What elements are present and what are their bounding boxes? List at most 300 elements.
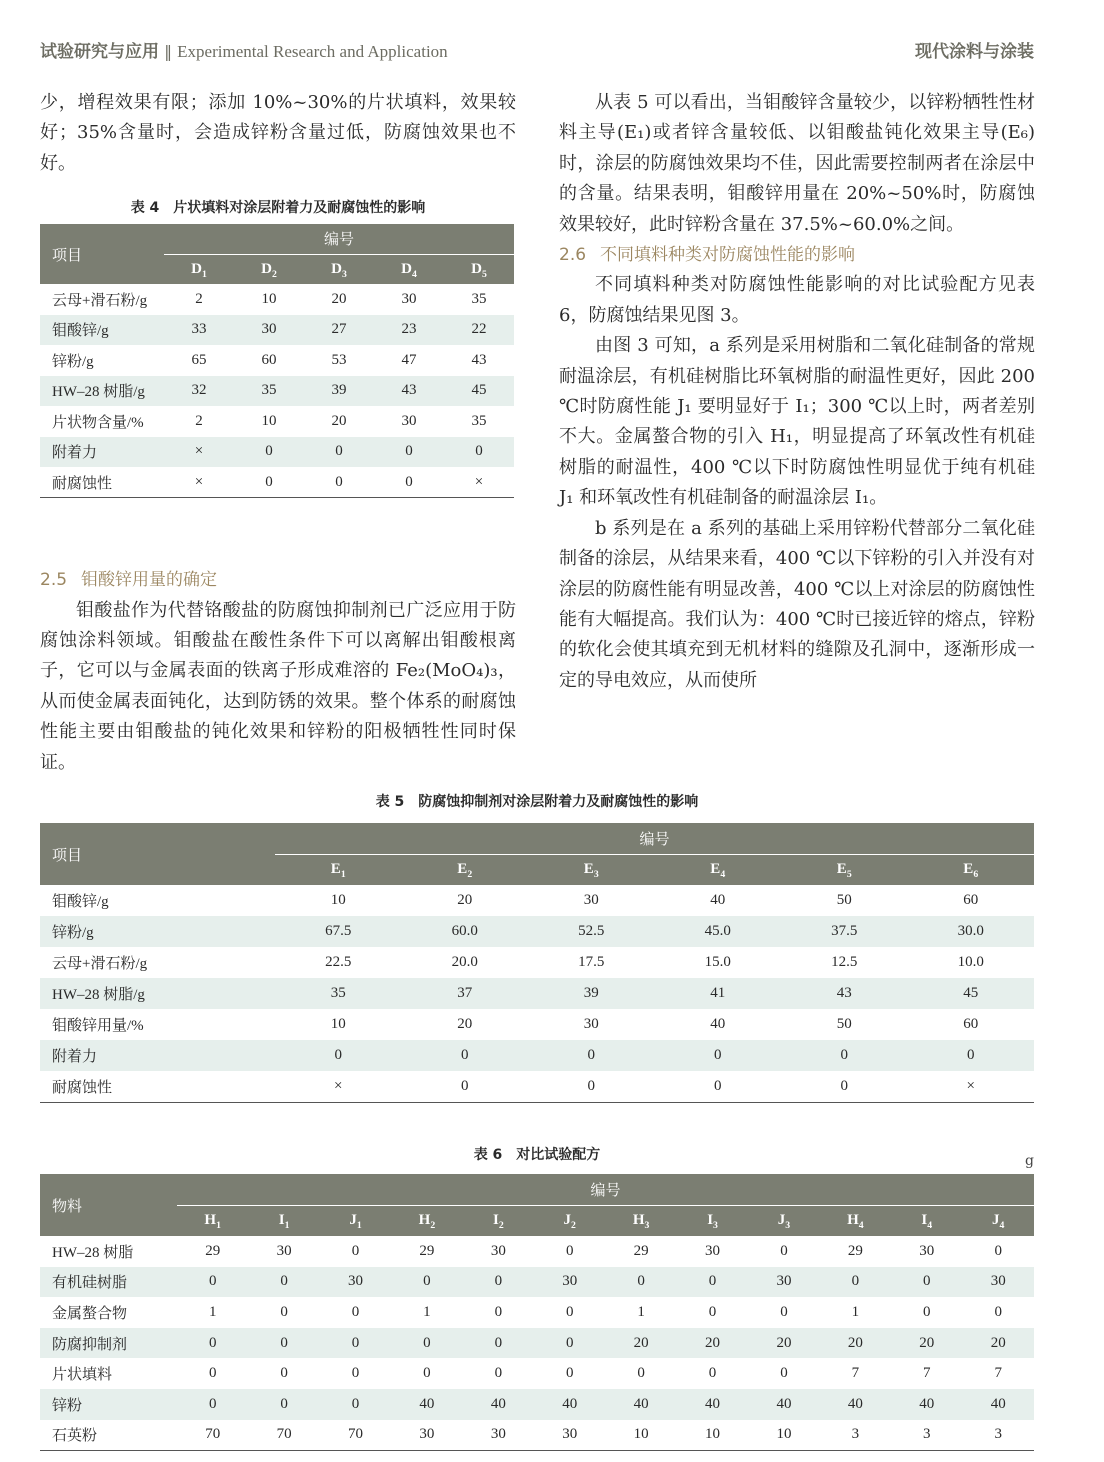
table-cell: 0 bbox=[908, 1040, 1035, 1071]
column-subscript: 1 bbox=[216, 1220, 221, 1232]
table-cell: 40 bbox=[962, 1389, 1034, 1420]
table-cell: 0 bbox=[708, 1365, 717, 1382]
table-cell: 0 bbox=[234, 437, 304, 468]
table6-column-header bbox=[463, 1205, 534, 1236]
table-cell: 52.5 bbox=[528, 916, 655, 947]
column-subscript: 5 bbox=[846, 869, 852, 881]
table-cell: 0 bbox=[275, 1040, 402, 1071]
table-cell: × bbox=[908, 1071, 1035, 1102]
column-code: I bbox=[278, 1212, 285, 1229]
table-cell: 30 bbox=[490, 1242, 506, 1259]
table-cell: 0 bbox=[780, 1303, 788, 1320]
header-separator: ‖ bbox=[159, 42, 178, 61]
table5-column-header bbox=[528, 854, 655, 885]
table-cell: 0 bbox=[923, 1303, 931, 1320]
table5-column-header bbox=[781, 854, 908, 885]
column-code: D bbox=[191, 260, 202, 277]
table4 bbox=[40, 224, 514, 498]
table-cell: 20 bbox=[331, 290, 347, 307]
table-cell: 0 bbox=[463, 1267, 534, 1298]
table-cell: 0 bbox=[655, 1040, 782, 1071]
table-cell: 30 bbox=[401, 290, 417, 307]
table5-column-header bbox=[275, 854, 402, 885]
table-cell: 0 bbox=[637, 1365, 645, 1382]
header-section: 试验研究与应用 bbox=[40, 42, 159, 62]
table-cell: 29 bbox=[205, 1242, 221, 1259]
table6-column-header bbox=[605, 1205, 676, 1236]
table-cell: 23 bbox=[374, 315, 444, 346]
table-cell: 0 bbox=[565, 1303, 574, 1320]
table-cell: 0 bbox=[994, 1242, 1002, 1259]
table-row bbox=[40, 437, 514, 468]
table-cell: 10 bbox=[330, 892, 346, 908]
table-cell: 0 bbox=[402, 1040, 529, 1071]
table-cell: 0 bbox=[565, 1242, 574, 1259]
table-cell: 10 bbox=[261, 412, 277, 429]
running-header-left bbox=[40, 37, 448, 62]
column-subscript: 3 bbox=[644, 1220, 650, 1232]
table-cell: 30 bbox=[748, 1267, 819, 1298]
table-cell: 0 bbox=[248, 1267, 319, 1298]
table-cell: 43 bbox=[471, 351, 487, 368]
section-number: 2.5 bbox=[40, 570, 68, 591]
table-row bbox=[40, 1420, 1034, 1451]
row-label: 锌粉 bbox=[40, 1389, 177, 1420]
table-cell: × bbox=[444, 467, 514, 498]
table6-unit: g bbox=[1025, 1153, 1034, 1169]
table-row bbox=[40, 1009, 1034, 1040]
table4-column-header bbox=[234, 254, 304, 284]
table-cell: 20 bbox=[457, 892, 473, 908]
table6-column-header bbox=[891, 1205, 962, 1236]
table-cell: 0 bbox=[534, 1328, 605, 1359]
table-cell: 0 bbox=[565, 1365, 574, 1382]
table-cell: 47 bbox=[401, 351, 417, 368]
table-cell: 70 bbox=[248, 1420, 319, 1451]
table-cell: 0 bbox=[780, 1365, 788, 1382]
table-cell: 30 bbox=[705, 1242, 721, 1259]
table4-column-header bbox=[304, 254, 374, 284]
table-cell: 0 bbox=[781, 1040, 908, 1071]
table4-caption: 表 4 片状填料对涂层附着力及耐腐蚀性的影响 bbox=[130, 200, 426, 216]
table-cell: 43 bbox=[374, 376, 444, 407]
table-cell: × bbox=[275, 1071, 402, 1102]
table6-column-header bbox=[534, 1205, 605, 1236]
table-cell: 17.5 bbox=[578, 954, 605, 970]
table-cell: 0 bbox=[391, 1267, 462, 1298]
table-cell: 40 bbox=[605, 1389, 676, 1420]
table-cell: 30 bbox=[962, 1267, 1034, 1298]
table-cell: 0 bbox=[248, 1389, 319, 1420]
table-cell: 32 bbox=[164, 376, 234, 407]
table-cell: 0 bbox=[374, 437, 444, 468]
table5-column-header bbox=[655, 854, 782, 885]
table-cell: 1 bbox=[637, 1303, 645, 1320]
table-cell: 40 bbox=[891, 1389, 962, 1420]
table-cell: 0 bbox=[280, 1365, 288, 1382]
table4-column-header bbox=[444, 254, 514, 284]
table-cell: 20 bbox=[891, 1328, 962, 1359]
table-row bbox=[40, 1389, 1034, 1420]
row-label: 云母+滑石粉/g bbox=[52, 292, 148, 309]
table-cell: 7 bbox=[851, 1365, 860, 1382]
column-code: H bbox=[204, 1212, 217, 1229]
table-cell: 60 bbox=[261, 351, 277, 368]
table-cell: 10 bbox=[330, 1016, 346, 1032]
table-cell: 10 bbox=[677, 1420, 748, 1451]
column-subscript: 1 bbox=[201, 268, 207, 280]
table-cell: 7 bbox=[923, 1365, 931, 1382]
column-subscript: 2 bbox=[467, 869, 473, 881]
table5-caption: 表 5 防腐蚀抑制剂对涂层附着力及耐腐蚀性的影响 bbox=[375, 794, 699, 810]
right-paragraph-1: 从表 5 可以看出，当钼酸锌含量较少，以锌粉牺牲性材料主导(E₁)或者锌含量较低、以钼酸盐钝化效果主导(E₆)时，涂层的防腐蚀效果均不佳，因此需要控制两者在涂层中的含量。结果表明，钼酸锌用量在 20%~50%时，防腐蚀效果较好，此时锌粉含量在 37.5%~60.0%之间。 bbox=[559, 92, 1035, 235]
table4-column-header bbox=[164, 254, 234, 284]
table-cell: 0 bbox=[423, 1365, 431, 1382]
row-label: 耐腐蚀性 bbox=[40, 467, 164, 498]
table-cell: 29 bbox=[847, 1242, 863, 1259]
table-row bbox=[40, 284, 514, 315]
table-row bbox=[40, 947, 1034, 978]
table6-head-group: 编号 bbox=[177, 1174, 1034, 1205]
row-label: HW–28 树脂/g bbox=[40, 978, 275, 1009]
table4-head-group: 编号 bbox=[164, 224, 514, 254]
table-cell: 30 bbox=[583, 1016, 599, 1032]
table-cell: 20 bbox=[457, 1016, 473, 1032]
section-2-6-heading bbox=[559, 240, 1035, 270]
table-cell: 70 bbox=[177, 1420, 248, 1451]
table-cell: 60.0 bbox=[402, 916, 529, 947]
table-cell: 2 bbox=[195, 412, 203, 429]
table5-head-item: 项目 bbox=[40, 823, 275, 885]
table-cell: 0 bbox=[494, 1365, 503, 1382]
column-code: D bbox=[331, 260, 342, 277]
table-cell: 0 bbox=[994, 1303, 1002, 1320]
row-label: HW–28 树脂 bbox=[52, 1244, 134, 1261]
column-code: E bbox=[710, 861, 721, 878]
row-label: 金属螯合物 bbox=[52, 1305, 128, 1322]
row-label: 有机硅树脂 bbox=[40, 1267, 177, 1298]
column-subscript: 5 bbox=[481, 268, 487, 280]
column-subscript: 3 bbox=[341, 268, 347, 280]
table-cell: 39 bbox=[528, 978, 655, 1009]
table-row bbox=[40, 345, 514, 376]
column-code: J bbox=[992, 1212, 1000, 1229]
table-row bbox=[40, 1071, 1034, 1102]
table-cell: 1 bbox=[851, 1303, 860, 1320]
row-label: 附着力 bbox=[40, 1040, 275, 1071]
table-cell: 10 bbox=[261, 290, 277, 307]
table-cell: 35 bbox=[275, 978, 402, 1009]
column-subscript: 4 bbox=[858, 1220, 864, 1232]
table-cell: 1 bbox=[208, 1303, 217, 1320]
table-cell: 20 bbox=[331, 412, 347, 429]
table-cell: 12.5 bbox=[831, 954, 858, 970]
table-cell: 45 bbox=[444, 376, 514, 407]
table5-column-header bbox=[402, 854, 529, 885]
table5-column-header bbox=[908, 854, 1035, 885]
table-cell: 0 bbox=[402, 1071, 529, 1102]
table-cell: 0 bbox=[780, 1242, 788, 1259]
row-label: 片状物含量/% bbox=[52, 414, 144, 431]
left-paragraph-2: 钼酸盐作为代替铬酸盐的防腐蚀抑制剂已广泛应用于防腐蚀涂料领域。钼酸盐在酸性条件下可以离解出钼酸根离子，它可以与金属表面的铁离子形成难溶的 Fe₂(MoO₄)₃，从而使金属表面钝化，达到防锈的效果。整个体系的耐腐蚀性能主要由钼酸盐的钝化效果和锌粉的阳极牺牲性同时保证。 bbox=[40, 599, 516, 773]
table6-column-header bbox=[962, 1205, 1034, 1236]
column-code: E bbox=[836, 861, 847, 878]
table-cell: 45.0 bbox=[655, 916, 782, 947]
column-code: E bbox=[330, 861, 341, 878]
table-row bbox=[40, 916, 1034, 947]
section-title: 不同填料种类对防腐蚀性能的影响 bbox=[600, 245, 856, 266]
row-label: 钼酸锌/g bbox=[40, 315, 164, 346]
table-row bbox=[40, 376, 514, 407]
table-cell: 30 bbox=[534, 1420, 605, 1451]
table-cell: 20 bbox=[748, 1328, 819, 1359]
table-cell: 22 bbox=[444, 315, 514, 346]
column-subscript: 1 bbox=[284, 1220, 290, 1232]
table-cell: 70 bbox=[320, 1420, 391, 1451]
table-cell: 0 bbox=[820, 1267, 891, 1298]
table-row bbox=[40, 1358, 1034, 1389]
table-cell: 7 bbox=[994, 1365, 1002, 1382]
column-subscript: 4 bbox=[927, 1220, 933, 1232]
table-cell: 50 bbox=[836, 892, 852, 908]
table-cell: × bbox=[164, 467, 234, 498]
row-label: 锌粉/g bbox=[52, 353, 94, 370]
table-cell: 30 bbox=[919, 1242, 935, 1259]
table-cell: 0 bbox=[208, 1365, 217, 1382]
table-cell: 0 bbox=[177, 1389, 248, 1420]
table-cell: 37 bbox=[402, 978, 529, 1009]
table-cell: 40 bbox=[534, 1389, 605, 1420]
left-paragraph-1: 少，增程效果有限；添加 10%~30%的片状填料，效果较好；35%含量时，会造成锌粉含量过低，防腐蚀效果也不好。 bbox=[40, 92, 516, 174]
table-cell: 50 bbox=[836, 1016, 852, 1032]
column-code: I bbox=[921, 1212, 928, 1229]
right-column bbox=[559, 88, 1035, 696]
table-cell: 20 bbox=[820, 1328, 891, 1359]
table-cell: 10.0 bbox=[957, 954, 984, 970]
column-code: J bbox=[777, 1212, 786, 1229]
column-code: E bbox=[963, 861, 974, 878]
table-cell: 0 bbox=[463, 1328, 534, 1359]
table-row bbox=[40, 315, 514, 346]
table-cell: 22.5 bbox=[325, 954, 352, 970]
table-cell: 0 bbox=[234, 467, 304, 498]
table-cell: 0 bbox=[891, 1267, 962, 1298]
table-cell: 30 bbox=[401, 412, 417, 429]
table6-column-header bbox=[820, 1205, 891, 1236]
table-cell: 0 bbox=[177, 1328, 248, 1359]
table-cell: 0 bbox=[320, 1389, 391, 1420]
column-code: D bbox=[401, 260, 412, 277]
table-cell: 35 bbox=[471, 290, 487, 307]
table-row bbox=[40, 1236, 1034, 1267]
table-cell: 65 bbox=[191, 351, 207, 368]
table-cell: 45 bbox=[908, 978, 1035, 1009]
table-cell: 0 bbox=[781, 1071, 908, 1102]
table6-column-header bbox=[177, 1205, 248, 1236]
column-subscript: 2 bbox=[271, 268, 277, 280]
table-cell: 0 bbox=[655, 1071, 782, 1102]
row-label: 钼酸锌用量/% bbox=[52, 1018, 144, 1034]
column-subscript: 4 bbox=[411, 268, 417, 280]
table-cell: 0 bbox=[304, 437, 374, 468]
table5-head-group: 编号 bbox=[275, 823, 1034, 854]
column-code: D bbox=[261, 260, 272, 277]
section-number: 2.6 bbox=[559, 245, 587, 266]
table-cell: 60 bbox=[963, 1016, 979, 1032]
column-subscript: 2 bbox=[430, 1220, 436, 1232]
column-code: I bbox=[492, 1212, 499, 1229]
table-cell: 0 bbox=[320, 1328, 391, 1359]
right-paragraph-3: 由图 3 可知，a 系列是采用树脂和二氧化硅制备的常规耐温涂层，有机硅树脂比环氧树脂的耐温性更好，因此 200 ℃时防腐性能 J₁ 要明显好于 I₁；300 ℃以上时，两者差别不大。金属螯合物的引入 H₁，明显提高了环氧改性有机硅树脂的耐温性，400 ℃以下时防腐蚀性明显优于纯有机硅 J₁ 和环氧改性有机硅制备的耐温涂层 I₁。 bbox=[559, 335, 1035, 509]
table-cell: 3 bbox=[891, 1420, 962, 1451]
table6-column-header bbox=[320, 1205, 391, 1236]
table-cell: 40 bbox=[710, 1016, 726, 1032]
table-cell: 40 bbox=[820, 1389, 891, 1420]
column-subscript: 1 bbox=[356, 1220, 362, 1232]
table-cell: 40 bbox=[748, 1389, 819, 1420]
table-cell: 0 bbox=[528, 1040, 655, 1071]
table-cell: 30 bbox=[534, 1267, 605, 1298]
table-cell: 0 bbox=[494, 1303, 503, 1320]
table-cell: 29 bbox=[419, 1242, 435, 1259]
table-cell: 33 bbox=[164, 315, 234, 346]
table6 bbox=[40, 1174, 1034, 1451]
column-subscript: 2 bbox=[571, 1220, 576, 1232]
table-cell: 0 bbox=[177, 1267, 248, 1298]
section-title: 钼酸锌用量的确定 bbox=[81, 570, 218, 591]
table-cell: 0 bbox=[677, 1267, 748, 1298]
column-code: I bbox=[707, 1212, 714, 1229]
column-subscript: 3 bbox=[785, 1220, 791, 1232]
column-code: H bbox=[632, 1212, 645, 1229]
column-subscript: 3 bbox=[713, 1220, 718, 1232]
table-row bbox=[40, 1328, 1034, 1359]
table-cell: 20 bbox=[677, 1328, 748, 1359]
column-subscript: 4 bbox=[999, 1220, 1005, 1232]
table4-head-item: 项目 bbox=[40, 224, 164, 284]
table-cell: 40 bbox=[391, 1389, 462, 1420]
row-label: 石英粉 bbox=[40, 1420, 177, 1451]
table-cell: 0 bbox=[444, 437, 514, 468]
table-cell: 20 bbox=[605, 1328, 676, 1359]
table-cell: 0 bbox=[304, 467, 374, 498]
table-row bbox=[40, 467, 514, 498]
table-cell: 41 bbox=[655, 978, 782, 1009]
table-cell: 67.5 bbox=[275, 916, 402, 947]
column-code: J bbox=[563, 1212, 572, 1229]
table6-column-header bbox=[248, 1205, 319, 1236]
table4-column-header bbox=[374, 254, 444, 284]
right-paragraph-4: b 系列是在 a 系列的基础上采用锌粉代替部分二氧化硅制备的涂层，从结果来看，400 ℃以下锌粉的引入并没有对涂层的防腐性能有明显改善，400 ℃以上对涂层的防腐蚀性能有大幅提高。我们认为：400 ℃时已接近锌的熔点，锌粉的软化会使其填充到无机材料的缝隙及孔洞中，逐渐形成一定的导电效应，从而使所 bbox=[559, 517, 1035, 691]
table-row bbox=[40, 978, 1034, 1009]
table-cell: × bbox=[164, 437, 234, 468]
table-cell: 30 bbox=[234, 315, 304, 346]
table-cell: 37.5 bbox=[781, 916, 908, 947]
table-cell: 0 bbox=[351, 1242, 360, 1259]
table-row bbox=[40, 1267, 1034, 1298]
column-subscript: 4 bbox=[720, 869, 726, 881]
table-cell: 40 bbox=[463, 1389, 534, 1420]
table-cell: 30 bbox=[276, 1242, 292, 1259]
table-cell: 15.0 bbox=[704, 954, 731, 970]
table-cell: 2 bbox=[195, 290, 203, 307]
column-subscript: 3 bbox=[593, 869, 599, 881]
table-cell: 0 bbox=[248, 1328, 319, 1359]
column-code: J bbox=[349, 1212, 357, 1229]
table-cell: 0 bbox=[374, 467, 444, 498]
row-label: HW–28 树脂/g bbox=[40, 376, 164, 407]
table-cell: 0 bbox=[351, 1303, 360, 1320]
column-code: H bbox=[847, 1212, 859, 1229]
column-subscript: 1 bbox=[340, 869, 346, 881]
column-code: E bbox=[457, 861, 468, 878]
table-cell: 40 bbox=[710, 892, 726, 908]
column-code: E bbox=[583, 861, 594, 878]
table-cell: 1 bbox=[423, 1303, 431, 1320]
table5 bbox=[40, 823, 1034, 1103]
table6-column-header bbox=[677, 1205, 748, 1236]
table-cell: 30.0 bbox=[908, 916, 1035, 947]
header-section-en: Experimental Research and Application bbox=[177, 42, 448, 61]
column-code: H bbox=[418, 1212, 431, 1229]
right-paragraph-2: 不同填料种类对防腐蚀性能影响的对比试验配方见表 6，防腐蚀结果见图 3。 bbox=[559, 274, 1035, 326]
table-row bbox=[40, 406, 514, 437]
table6-column-header bbox=[391, 1205, 462, 1236]
row-label: 片状填料 bbox=[52, 1367, 113, 1384]
table-cell: 30 bbox=[320, 1267, 391, 1298]
table6-caption: 表 6 对比试验配方 bbox=[473, 1147, 601, 1163]
table-cell: 0 bbox=[605, 1267, 676, 1298]
row-label: 锌粉/g bbox=[40, 916, 275, 947]
header-journal-title: 现代涂料与涂装 bbox=[915, 42, 1034, 62]
row-label: 防腐抑制剂 bbox=[40, 1328, 177, 1359]
row-label: 云母+滑石粉/g bbox=[52, 956, 148, 972]
column-code: D bbox=[471, 260, 482, 277]
table-cell: 3 bbox=[820, 1420, 891, 1451]
row-label: 附着力 bbox=[40, 437, 164, 468]
table-cell: 30 bbox=[391, 1420, 462, 1451]
table-cell: 10 bbox=[748, 1420, 819, 1451]
table-cell: 53 bbox=[331, 351, 347, 368]
table-row bbox=[40, 885, 1034, 916]
table-cell: 60 bbox=[963, 892, 979, 908]
table-cell: 0 bbox=[708, 1303, 717, 1320]
table-cell: 35 bbox=[234, 376, 304, 407]
table6-column-header bbox=[748, 1205, 819, 1236]
row-label: 耐腐蚀性 bbox=[40, 1071, 275, 1102]
table-cell: 0 bbox=[391, 1328, 462, 1359]
table-cell: 0 bbox=[351, 1365, 360, 1382]
table-cell: 27 bbox=[304, 315, 374, 346]
table-row bbox=[40, 1297, 1034, 1328]
table-cell: 29 bbox=[633, 1242, 649, 1259]
section-2-5-heading bbox=[40, 565, 516, 595]
table-cell: 10 bbox=[605, 1420, 676, 1451]
table-cell: 39 bbox=[304, 376, 374, 407]
table-cell: 3 bbox=[962, 1420, 1034, 1451]
table-cell: 43 bbox=[781, 978, 908, 1009]
table6-head-item: 物料 bbox=[40, 1174, 177, 1236]
row-label: 钼酸锌/g bbox=[52, 894, 109, 910]
table-cell: 35 bbox=[471, 412, 487, 429]
table-cell: 20 bbox=[962, 1328, 1034, 1359]
column-subscript: 2 bbox=[498, 1220, 504, 1232]
table-cell: 20.0 bbox=[451, 954, 478, 970]
table-cell: 0 bbox=[528, 1071, 655, 1102]
table-cell: 0 bbox=[280, 1303, 288, 1320]
column-subscript: 6 bbox=[973, 869, 979, 881]
table-cell: 30 bbox=[583, 892, 599, 908]
